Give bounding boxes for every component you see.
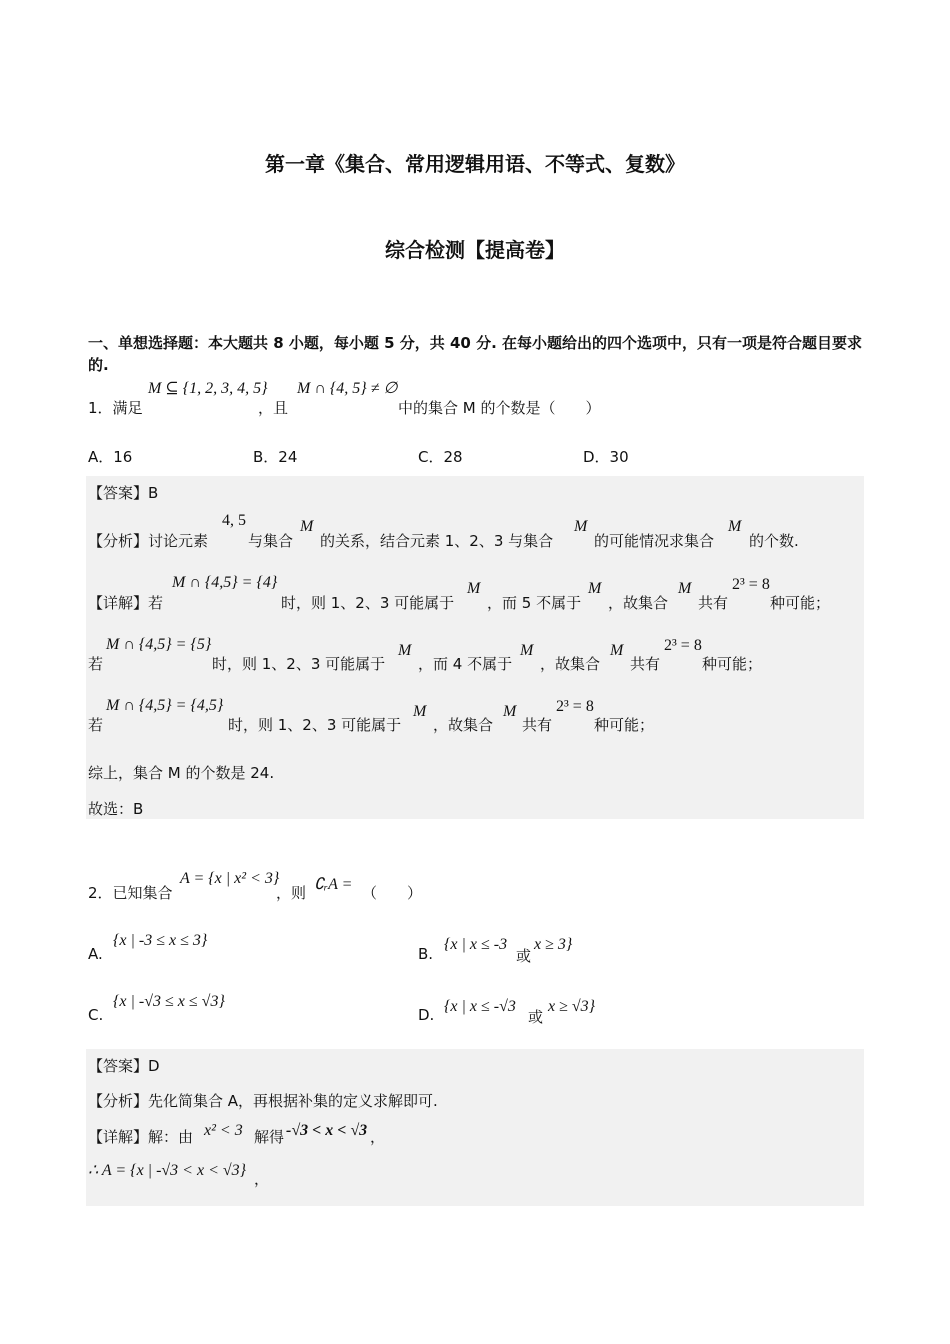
q2-detail-label: 【详解】解：由 <box>88 1128 194 1146</box>
q1-case1-t2: ，而 5 不属于 <box>487 594 582 612</box>
q2-therefore-end: ， <box>254 1170 270 1188</box>
q1-analysis-t4: 的个数. <box>749 532 799 550</box>
q1-analysis-M2: M <box>574 518 588 535</box>
q2-option-d-part1: {x | x ≤ -√3 <box>444 998 516 1015</box>
q1-case2-M1: M <box>398 642 412 659</box>
q1-case3-if: 若 <box>88 716 104 734</box>
q2-detail-ineq: x² < 3 <box>204 1122 243 1139</box>
q1-suffix: 中的集合 M 的个数是（ ） <box>398 399 601 417</box>
q2-option-d-label: D. <box>418 1006 435 1024</box>
q2-option-a: {x | -3 ≤ x ≤ 3} <box>113 932 208 949</box>
q1-case2-t1: 时，则 1、2、3 可能属于 <box>212 655 386 673</box>
q1-analysis-t2: 的关系，结合元素 1、2、3 与集合 <box>320 532 554 550</box>
q1-case1-M1: M <box>467 580 481 597</box>
q1-case1-M2: M <box>588 580 602 597</box>
q2-option-b-label: B. <box>418 945 434 963</box>
q1-case2-if: 若 <box>88 655 104 673</box>
q2-complement: ∁ᵣA = <box>314 876 353 893</box>
q2-detail-result: -√3 < x < √3 <box>286 1122 368 1139</box>
q1-case3-pow: 2³ = 8 <box>556 698 594 715</box>
q2-detail-mid: 解得 <box>254 1128 285 1146</box>
q1-case2-t5: 种可能； <box>702 655 763 673</box>
q2-option-d-part2: x ≥ √3} <box>548 998 596 1015</box>
q2-prefix: 2．已知集合 <box>88 884 173 902</box>
q2-option-a-label: A. <box>88 945 103 963</box>
q1-case3-t3: 共有 <box>522 716 553 734</box>
q1-case3-M2: M <box>503 703 517 720</box>
q1-analysis-M3: M <box>728 518 742 535</box>
q1-case2: M ∩ {4,5} = {5} <box>106 636 212 653</box>
q2-option-b-part2: x ≥ 3} <box>534 936 573 953</box>
q1-case3: M ∩ {4,5} = {4,5} <box>106 697 224 714</box>
q2-option-c-label: C. <box>88 1006 104 1024</box>
q1-case2-M2: M <box>520 642 534 659</box>
q1-option-b: B．24 <box>253 448 298 466</box>
page-subtitle: 综合检测【提高卷】 <box>385 238 565 262</box>
q2-analysis: 【分析】先化简集合 A，再根据补集的定义求解即可. <box>88 1092 438 1110</box>
q1-case2-t3: ，故集合 <box>540 655 601 673</box>
q2-option-c: {x | -√3 ≤ x ≤ √3} <box>113 993 225 1010</box>
q2-option-b-part1: {x | x ≤ -3 <box>444 936 508 953</box>
q1-case2-t2: ，而 4 不属于 <box>418 655 513 673</box>
q1-conclusion: 综上，集合 M 的个数是 24. <box>88 764 275 782</box>
q1-case1-M3: M <box>678 580 692 597</box>
q1-analysis-M1: M <box>300 518 314 535</box>
section-header: 一、单想选择题：本大题共 8 小题，每小题 5 分，共 40 分. 在每小题给出的四个选项中，只有一项是符合题目要求的. <box>88 334 863 374</box>
q1-choice: 故选：B <box>88 800 144 818</box>
q2-option-b-or: 或 <box>516 947 532 965</box>
q1-condition-intersect: M ∩ {4, 5} ≠ ∅ <box>297 380 398 397</box>
q2-therefore: ∴ A = {x | -√3 < x < √3} <box>88 1162 247 1179</box>
q1-case2-t4: 共有 <box>630 655 661 673</box>
q1-analysis-t1: 与集合 <box>248 532 294 550</box>
q1-case1: M ∩ {4,5} = {4} <box>172 574 278 591</box>
q2-suffix: （ ） <box>362 884 423 902</box>
q1-option-c: C．28 <box>418 448 463 466</box>
q1-case3-t2: ，故集合 <box>433 716 494 734</box>
q2-set-a: A = {x | x² < 3} <box>180 870 280 887</box>
q2-answer: 【答案】D <box>88 1057 160 1075</box>
q1-case2-pow: 2³ = 8 <box>664 637 702 654</box>
q2-detail-end: ， <box>370 1128 386 1146</box>
q1-case3-t4: 种可能； <box>594 716 655 734</box>
q1-case3-M1: M <box>413 703 427 720</box>
q1-mid: ，且 <box>258 399 289 417</box>
q1-case1-pow: 2³ = 8 <box>732 576 770 593</box>
q1-case1-t5: 种可能； <box>770 594 831 612</box>
q1-analysis-label: 【分析】讨论元素 <box>88 532 209 550</box>
q2-mid: ，则 <box>276 884 307 902</box>
q1-analysis-t3: 的可能情况求集合 <box>594 532 715 550</box>
q1-case1-t3: ，故集合 <box>608 594 669 612</box>
q1-answer: 【答案】B <box>88 484 159 502</box>
q1-case3-t1: 时，则 1、2、3 可能属于 <box>228 716 402 734</box>
page-title: 第一章《集合、常用逻辑用语、不等式、复数》 <box>265 152 685 176</box>
q1-case1-t1: 时，则 1、2、3 可能属于 <box>281 594 455 612</box>
q1-option-d: D．30 <box>583 448 629 466</box>
q2-solution-box <box>86 1049 864 1206</box>
q1-condition-subset: M ⊆ {1, 2, 3, 4, 5} <box>148 380 268 397</box>
q1-case2-M3: M <box>610 642 624 659</box>
q1-option-a: A．16 <box>88 448 133 466</box>
q1-prefix: 1．满足 <box>88 399 143 417</box>
q1-case1-t4: 共有 <box>698 594 729 612</box>
q1-analysis-elems: 4, 5 <box>222 512 246 529</box>
q1-detail-label: 【详解】若 <box>88 594 164 612</box>
q2-option-d-or: 或 <box>528 1008 544 1026</box>
